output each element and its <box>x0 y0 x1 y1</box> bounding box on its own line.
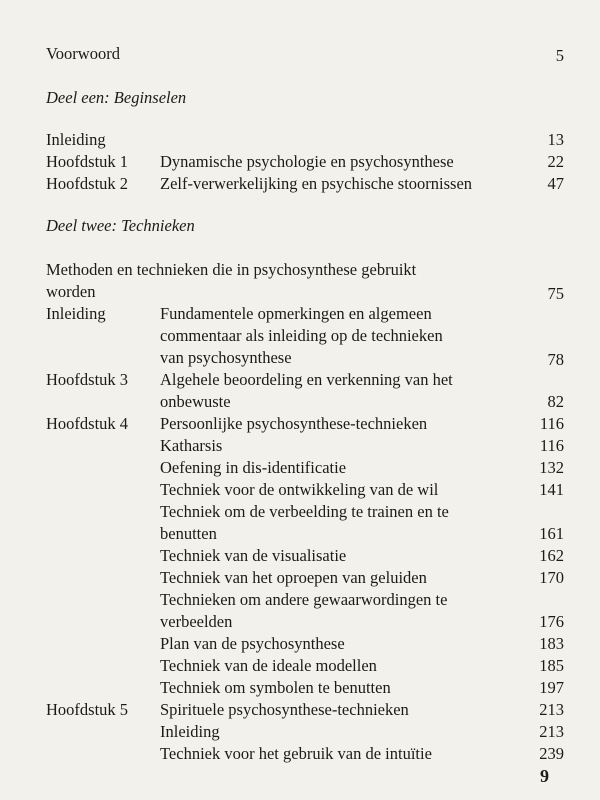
chapter-3-line2: onbewuste <box>160 392 231 411</box>
chapter-3-line1: Algehele beoordeling en verkenning van het <box>160 370 453 389</box>
toc-entry-page: 170 <box>539 568 564 587</box>
toc-inleiding-2-page: 78 <box>547 350 564 369</box>
toc-methoden-line2: worden <box>46 282 96 301</box>
toc-entry: Techniek van het oproepen van geluiden <box>160 568 427 587</box>
chapter-2-title: Zelf-verwerkelijking en psychische stoornissen <box>160 174 473 193</box>
toc-entry: Techniek voor het gebruik van de intuïtie <box>160 744 432 763</box>
chapter-3-label: Hoofdstuk 3 <box>46 370 129 389</box>
toc-entry-page: 185 <box>539 656 564 675</box>
chapter-4-label: Hoofdstuk 4 <box>46 414 129 433</box>
part-two-heading: Deel twee: Technieken <box>46 216 195 235</box>
chapter-2-label: Hoofdstuk 2 <box>46 174 129 193</box>
toc-entry-page: 176 <box>539 612 564 631</box>
chapter-1-page: 22 <box>547 152 564 171</box>
toc-entry-page: 141 <box>539 480 564 499</box>
toc-entry: Katharsis <box>160 436 223 455</box>
toc-entry: Techniek om de verbeelding te trainen en te <box>160 502 449 521</box>
chapter-5-page: 213 <box>539 700 564 719</box>
toc-entry: Techniek om symbolen te benutten <box>160 678 391 697</box>
chapter-1-title: Dynamische psychologie en psychosynthese <box>160 152 454 171</box>
toc-inleiding-1-page: 13 <box>547 130 564 149</box>
toc-entry-page: 239 <box>539 744 564 763</box>
toc-entry-cont: verbeelden <box>160 612 233 631</box>
chapter-2-page: 47 <box>547 174 564 193</box>
chapter-4-title: Persoonlijke psychosynthese-technieken <box>160 414 428 433</box>
toc-entry: Oefening in dis-identificatie <box>160 458 347 477</box>
toc-entry: Inleiding <box>160 722 220 741</box>
toc-voorwoord: Voorwoord <box>46 44 120 63</box>
toc-entry-page: 183 <box>539 634 564 653</box>
toc-entry-page: 132 <box>539 458 564 477</box>
toc-entry-page: 162 <box>539 546 564 565</box>
toc-methoden-page: 75 <box>547 284 564 303</box>
chapter-5-title: Spirituele psychosynthese-technieken <box>160 700 409 719</box>
toc-entry-page: 116 <box>539 436 564 455</box>
toc-entry-cont: benutten <box>160 524 217 543</box>
toc-inleiding-2-label: Inleiding <box>46 304 106 323</box>
page-number: 9 <box>540 766 549 786</box>
toc-inleiding-2-line1: Fundamentele opmerkingen en algemeen <box>160 304 432 323</box>
part-one-heading: Deel een: Beginselen <box>46 88 187 107</box>
toc-entry: Techniek voor de ontwikkeling van de wil <box>160 480 439 499</box>
toc-voorwoord-page: 5 <box>555 46 564 65</box>
toc-entry-page: 213 <box>539 722 564 741</box>
toc-entry: Techniek van de ideale modellen <box>160 656 377 675</box>
toc-methoden-line1: Methoden en technieken die in psychosynthese gebruikt <box>46 260 417 279</box>
toc-entry-page: 161 <box>539 524 564 543</box>
toc-inleiding-2-line2: commentaar als inleiding op de technieken <box>160 326 443 345</box>
chapter-4-page: 116 <box>539 414 564 433</box>
toc-inleiding-2-line3: van psychosynthese <box>160 348 292 367</box>
toc-entry-page: 197 <box>539 678 564 697</box>
chapter-3-page: 82 <box>547 392 564 411</box>
chapter-1-label: Hoofdstuk 1 <box>46 152 129 171</box>
chapter-5-label: Hoofdstuk 5 <box>46 700 129 719</box>
toc-entry: Plan van de psychosynthese <box>160 634 345 653</box>
toc-inleiding-1: Inleiding <box>46 130 106 149</box>
toc-entry: Technieken om andere gewaarwordingen te <box>160 590 448 609</box>
toc-entry: Techniek van de visualisatie <box>160 546 347 565</box>
